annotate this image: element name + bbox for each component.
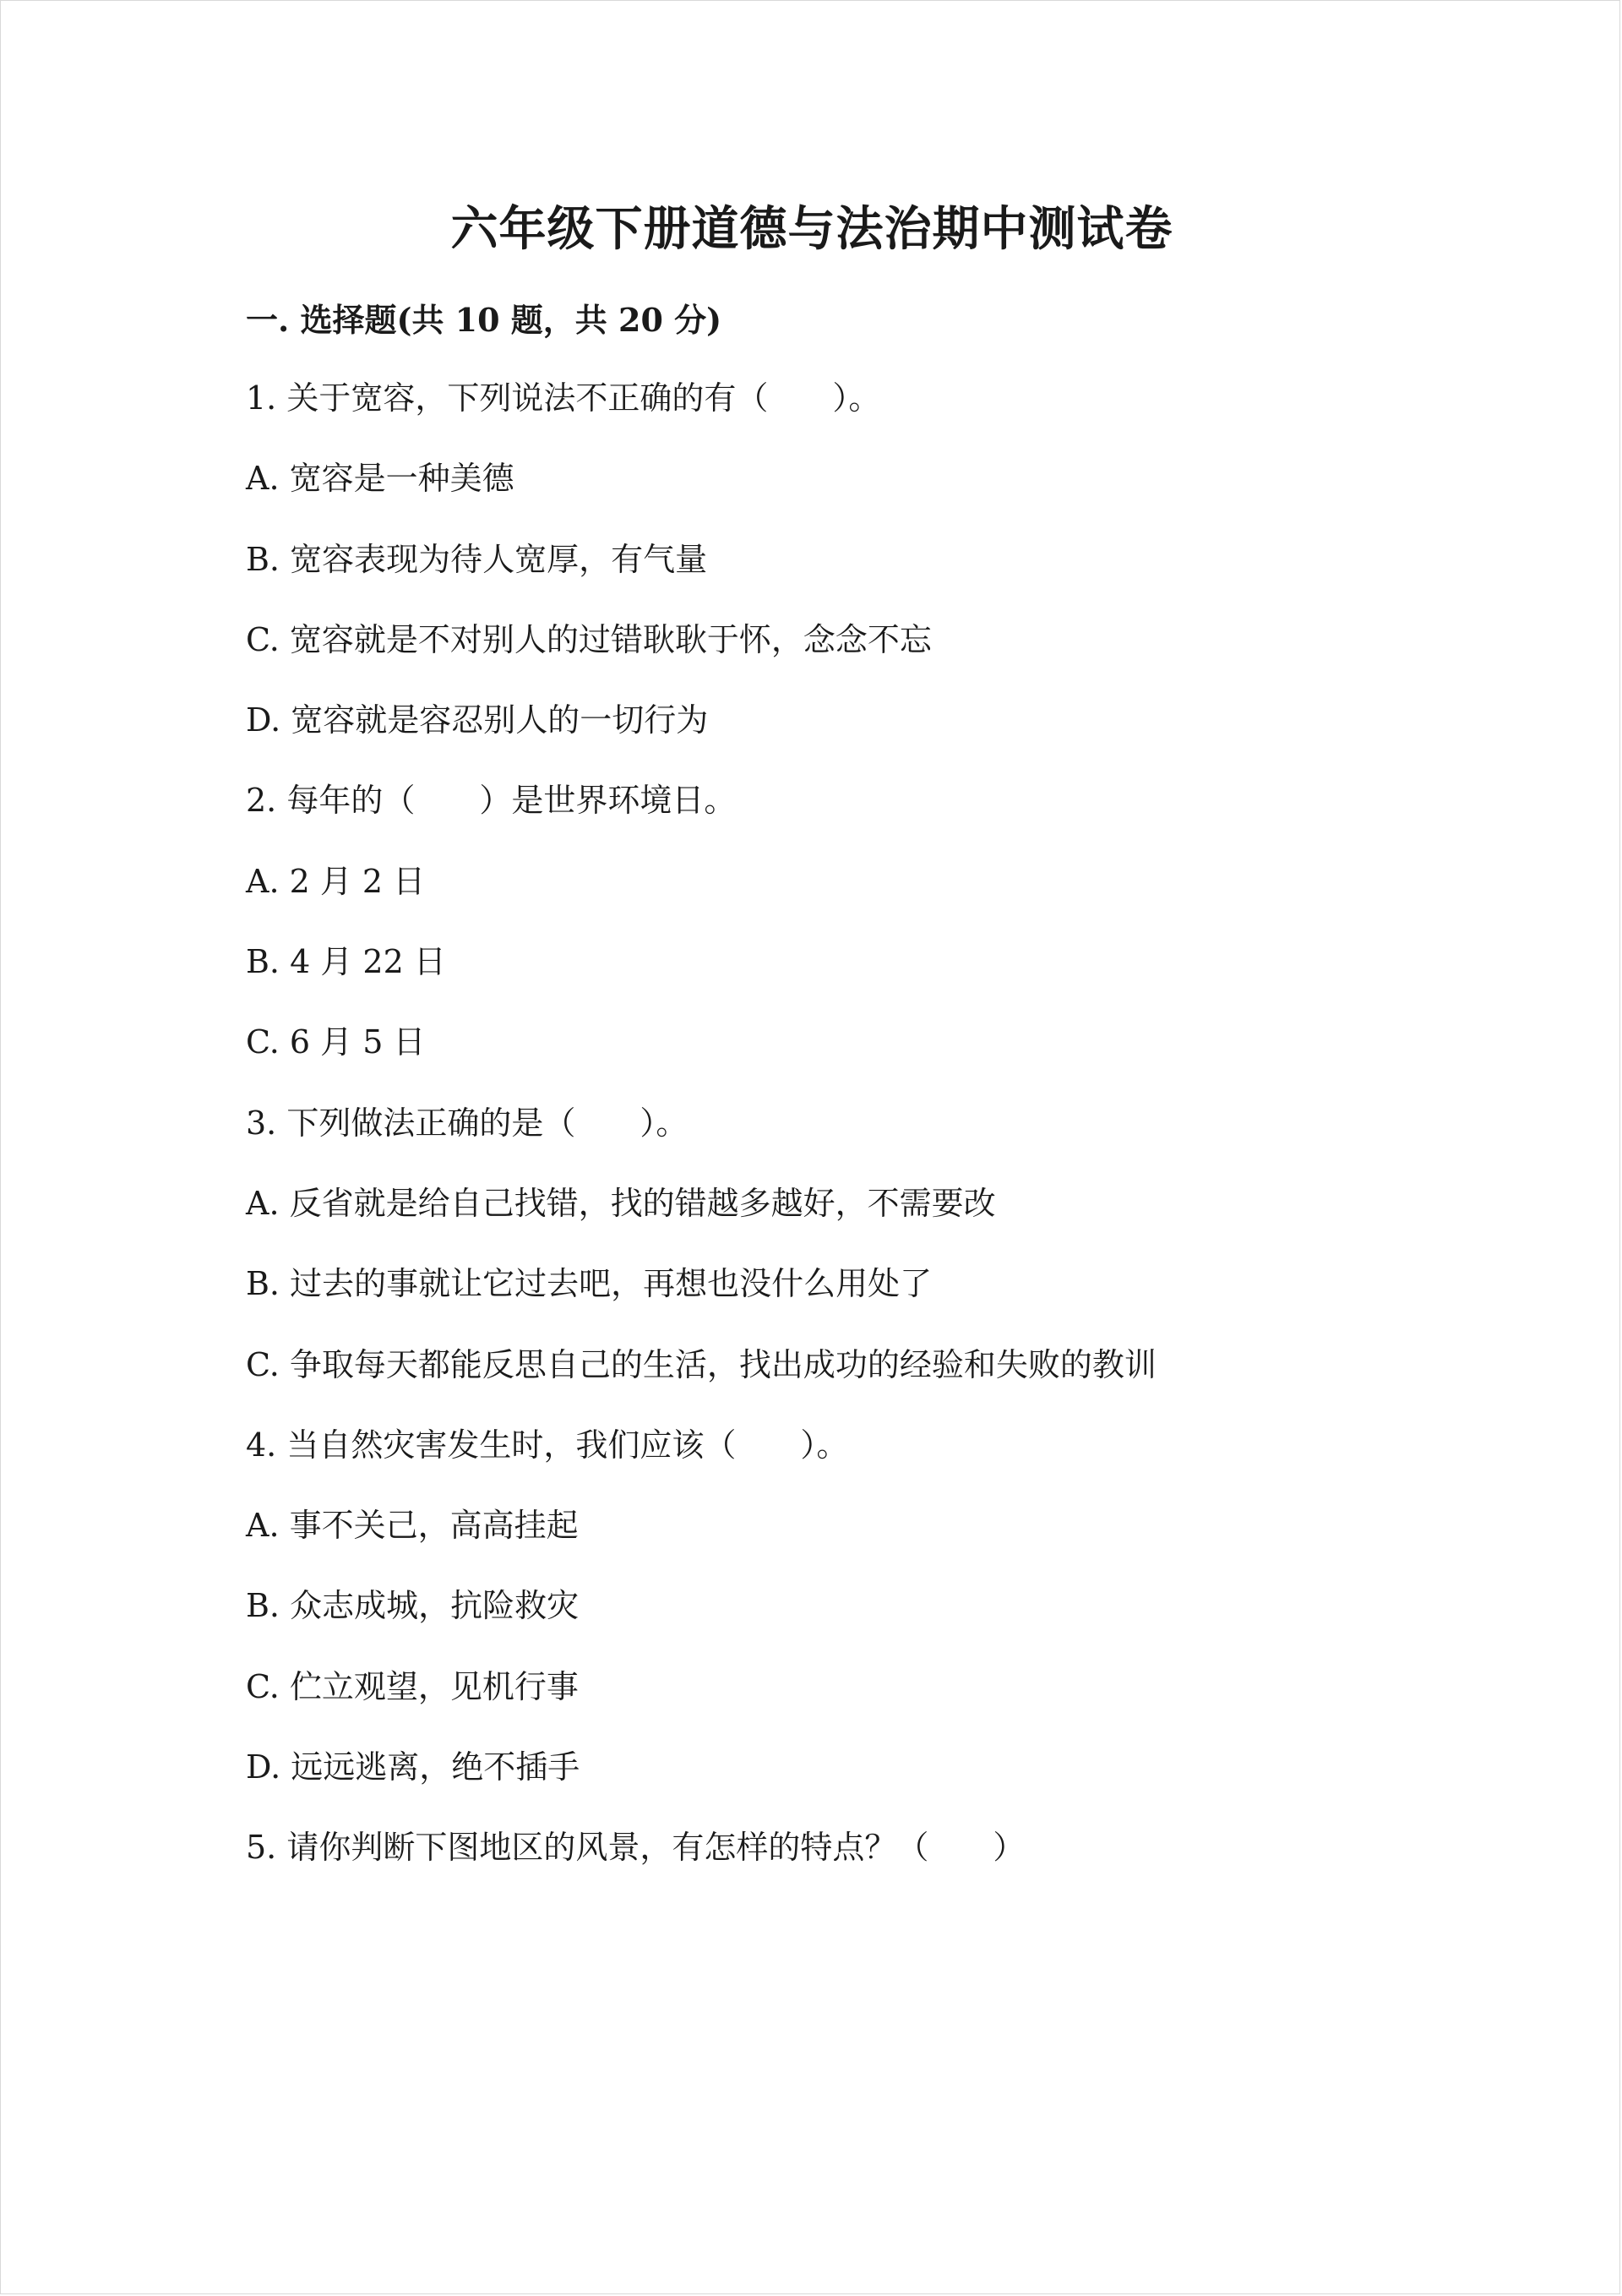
question-1-option-a: A. 宽容是一种美德: [246, 460, 514, 498]
question-list: [246, 373, 1513, 1903]
question-1-stem: 1. 关于宽容，下列说法不正确的有（ ）。: [246, 379, 881, 417]
question-4-option-a: A. 事不关己，高高挂起: [246, 1507, 579, 1545]
question-2-option-a: A. 2 月 2 日: [246, 862, 426, 900]
question-4-option-c: C. 伫立观望，见机行事: [246, 1667, 579, 1705]
page-title: 六年级下册道德与法治期中测试卷: [450, 201, 1173, 257]
question-4-stem: 4. 当自然灾害发生时，我们应该（ ）。: [246, 1426, 849, 1464]
question-3-option-b: B. 过去的事就让它过去吧，再想也没什么用处了: [246, 1265, 933, 1303]
question-1-option-b: B. 宽容表现为待人宽厚，有气量: [246, 540, 708, 578]
question-4-option-d: D. 远远逃离，绝不插手: [246, 1748, 580, 1786]
question-1-option-d: D. 宽容就是容忍别人的一切行为: [246, 701, 709, 739]
question-2-option-b: B. 4 月 22 日: [246, 943, 446, 981]
question-3-stem: 3. 下列做法正确的是（ ）。: [246, 1104, 689, 1142]
question-5-stem: 5. 请你判断下图地区的风景，有怎样的特点？（ ）: [246, 1829, 1026, 1867]
question-3-option-a: A. 反省就是给自己找错，找的错越多越好，不需要改: [246, 1184, 996, 1222]
question-4-option-b: B. 众志成城，抗险救灾: [246, 1587, 580, 1625]
question-3-option-c: C. 争取每天都能反思自己的生活，找出成功的经验和失败的教训: [246, 1345, 1157, 1383]
question-2-option-c: C. 6 月 5 日: [246, 1023, 426, 1061]
section-heading: 一. 选择题(共 10 题，共 20 分): [246, 301, 722, 339]
question-1-option-c: C. 宽容就是不对别人的过错耿耿于怀，念念不忘: [246, 620, 932, 658]
question-2-stem: 2. 每年的（ ）是世界环境日。: [246, 782, 737, 820]
